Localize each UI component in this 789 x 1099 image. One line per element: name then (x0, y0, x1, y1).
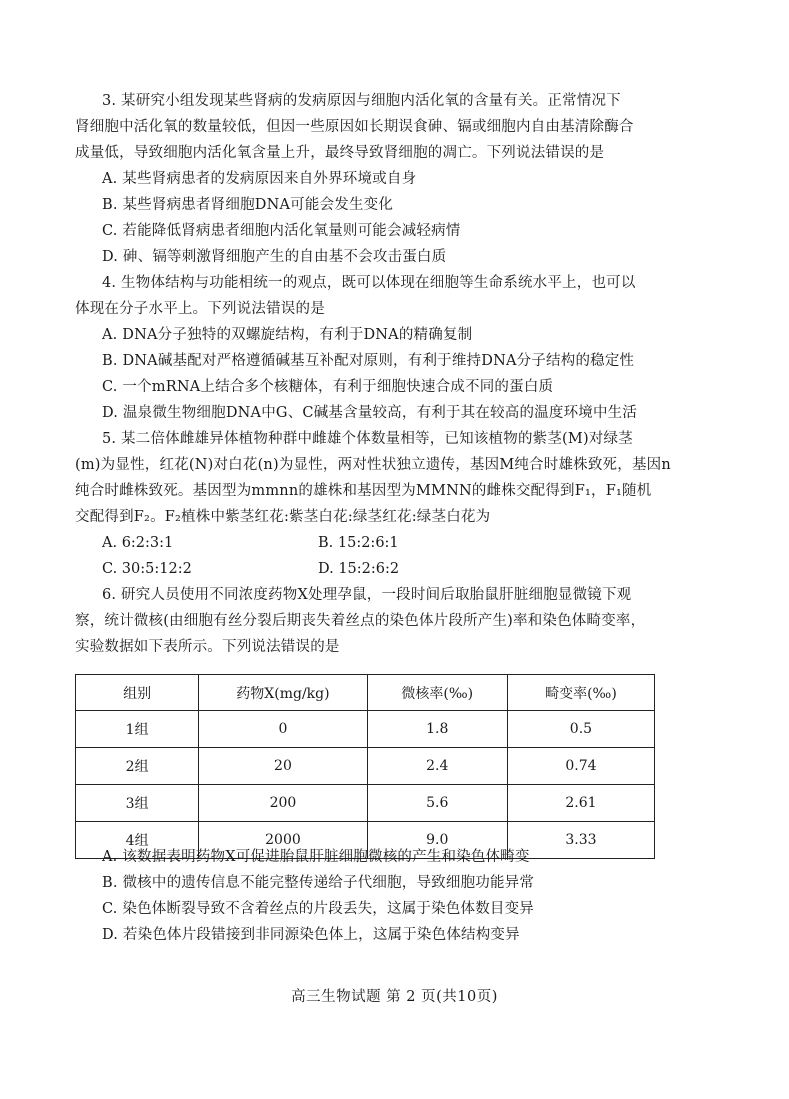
q5-option-d: D. 15:2:6:2 (318, 561, 400, 577)
q5-option-c: C. 30:5:12:2 (102, 561, 192, 577)
table-cell: 1.8 (367, 711, 507, 748)
table-cell: 2000 (199, 822, 367, 859)
table-cell: 5.6 (367, 785, 507, 822)
question-5 (75, 426, 671, 582)
table-header-cell: 组别 (76, 675, 199, 711)
q4-stem-line: 体现在分子水平上。下列说法错误的是 (75, 301, 325, 317)
q5-option-b: B. 15:2:6:1 (318, 535, 399, 551)
q5-stem-line: 交配得到F₂。F₂植株中紫茎红花:紫茎白花:绿茎红花:绿茎白花为 (75, 509, 491, 525)
q4-option-d: D. 温泉微生物细胞DNA中G、C碱基含量较高，有利于其在较高的温度环境中生活 (102, 405, 638, 421)
q6-option-d: D. 若染色体片段错接到非同源染色体上，这属于染色体结构变异 (102, 927, 520, 943)
q4-option-c: C. 一个mRNA上结合多个核糖体，有利于细胞快速合成不同的蛋白质 (102, 379, 554, 395)
q5-stem-line: 纯合时雌株致死。基因型为mmnn的雄株和基因型为MMNN的雌株交配得到F₁，F₁随机 (75, 483, 652, 499)
q3-stem-line: 肾细胞中活化氧的数量较低，但因一些原因如长期误食砷、镉或细胞内自由基清除酶合 (75, 119, 634, 135)
table-header-cell: 畸变率(‰) (507, 675, 654, 711)
q3-option-b: B. 某些肾病患者肾细胞DNA可能会发生变化 (102, 197, 394, 213)
question-6-options (75, 844, 655, 948)
q6-stem-line: 实验数据如下表所示。下列说法错误的是 (75, 639, 340, 655)
table-header-cell: 微核率(‰) (367, 675, 507, 711)
page-footer: 高三生物试题 第 2 页(共10页) (291, 989, 498, 1005)
table-cell: 2.4 (367, 748, 507, 785)
question-3 (75, 88, 655, 270)
table-cell: 3.33 (507, 822, 654, 859)
q6-data-table (75, 674, 655, 859)
table-cell: 20 (199, 748, 367, 785)
q5-options-row (75, 530, 655, 556)
table-cell: 3组 (76, 785, 199, 822)
table-cell: 2组 (76, 748, 199, 785)
table-cell: 0.5 (507, 711, 654, 748)
table-cell: 200 (199, 785, 367, 822)
q6-option-a: A. 该数据表明药物X可促进胎鼠肝脏细胞微核的产生和染色体畸变 (102, 849, 530, 865)
q3-stem-line: 3. 某研究小组发现某些肾病的发病原因与细胞内活化氧的含量有关。正常情况下 (102, 93, 621, 109)
q5-stem-line: 5. 某二倍体雌雄异体植物种群中雌雄个体数量相等，已知该植物的紫茎(M)对绿茎 (102, 431, 633, 447)
q5-options-row (75, 556, 655, 582)
table-cell: 4组 (76, 822, 199, 859)
table-cell: 9.0 (367, 822, 507, 859)
q4-option-b: B. DNA碱基配对严格遵循碱基互补配对原则，有利于维持DNA分子结构的稳定性 (102, 353, 635, 369)
q4-stem-line: 4. 生物体结构与功能相统一的观点，既可以体现在细胞等生命系统水平上，也可以 (102, 275, 636, 291)
q3-stem-line: 成量低，导致细胞内活化氧含量上升，最终导致肾细胞的凋亡。下列说法错误的是 (75, 145, 605, 161)
q6-option-b: B. 微核中的遗传信息不能完整传递给子代细胞，导致细胞功能异常 (102, 875, 535, 891)
table-row (76, 711, 655, 748)
table-header-cell: 药物X(mg/kg) (199, 675, 367, 711)
q6-stem-line: 6. 研究人员使用不同浓度药物X处理孕鼠，一段时间后取胎鼠肝脏细胞显微镜下观 (102, 587, 632, 603)
q6-option-c: C. 染色体断裂导致不含着丝点的片段丢失，这属于染色体数目变异 (102, 901, 534, 917)
q3-option-c: C. 若能降低肾病患者细胞内活化氧量则可能会减轻病情 (102, 223, 461, 239)
table-cell: 0 (199, 711, 367, 748)
table-cell: 0.74 (507, 748, 654, 785)
q4-option-a: A. DNA分子独特的双螺旋结构，有利于DNA的精确复制 (102, 327, 473, 343)
q3-option-d: D. 砷、镉等刺激肾细胞产生的自由基不会攻击蛋白质 (102, 249, 447, 265)
q5-stem-line: (m)为显性，红花(N)对白花(n)为显性，两对性状独立遗传，基因M纯合时雄株致死，基因n (75, 457, 671, 473)
table-cell: 2.61 (507, 785, 654, 822)
q3-option-a: A. 某些肾病患者的发病原因来自外界环境或自身 (102, 171, 417, 187)
question-4 (75, 270, 655, 426)
question-6 (75, 582, 655, 660)
table-row (76, 785, 655, 822)
table-row (76, 748, 655, 785)
q6-stem-line: 察，统计微核(由细胞有丝分裂后期丧失着丝点的染色体片段所产生)率和染色体畸变率， (75, 613, 646, 629)
table-cell: 1组 (76, 711, 199, 748)
table-header-row (76, 675, 655, 711)
q5-option-a: A. 6:2:3:1 (102, 535, 174, 551)
